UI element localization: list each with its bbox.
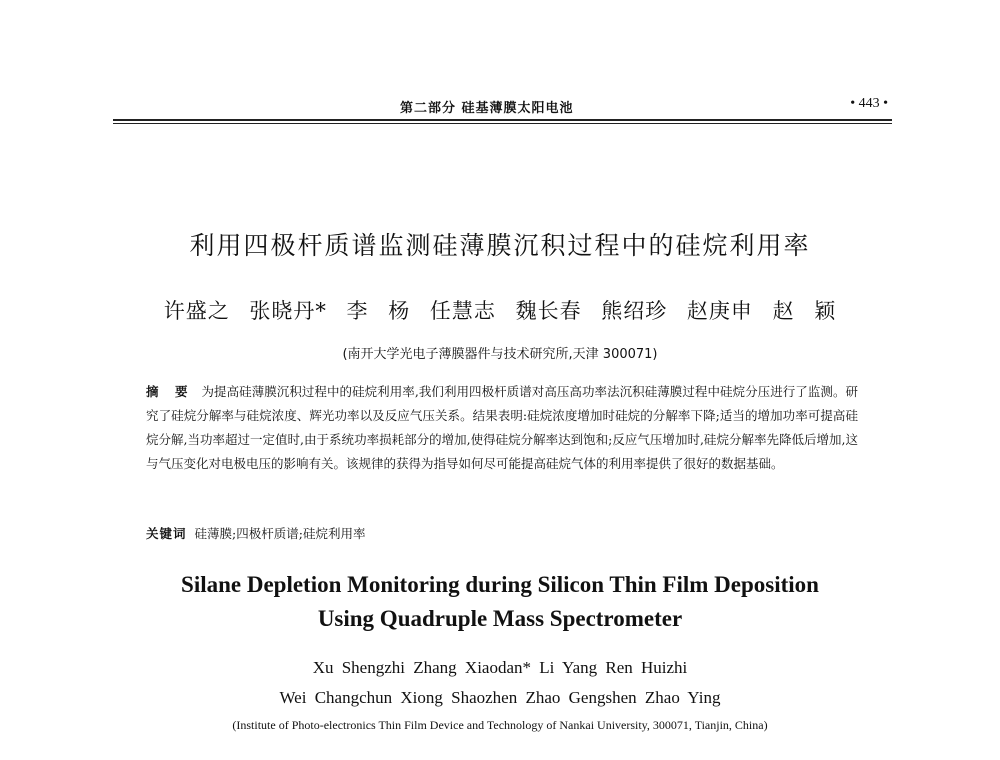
english-title-line-2: Using Quadruple Mass Spectrometer [317, 606, 683, 631]
header-rule-thick [113, 119, 892, 121]
keywords-label: 关键词 [146, 526, 187, 541]
chinese-title: 利用四极杆质谱监测硅薄膜沉积过程中的硅烷利用率 [189, 231, 811, 260]
english-authors [0, 653, 1000, 713]
header-rule-thin [113, 123, 892, 124]
chinese-affiliation: (南开大学光电子薄膜器件与技术研究所,天津 300071) [342, 347, 658, 362]
abstract-text: 为提高硅薄膜沉积过程中的硅烷利用率,我们利用四极杆质谱对高压高功率法沉积硅薄膜过程中硅烷分压进行了监测。研究了硅烷分解率与硅烷浓度、辉光功率以及反应气压关系。结果表明:硅烷浓度增加时硅烷的分解率下降;适当的增加功率可提高硅烷分解,当功率超过一定值时,由于系统功率损耗部分的增加,使得硅烷分解率达到饱和;反应气压增加时,硅烷分解率先降低后增加,这与气压变化对电极电压的影响有关。该规律的获得为指导如何尽可能提高硅烷气体的利用率提供了很好的数据基础。 [146, 384, 858, 471]
english-affiliation: (Institute of Photo-electronics Thin Film Device and Technology of Nankai University, 300071, Tianjin, China) [232, 718, 768, 732]
english-authors-line-2: Wei Changchun Xiong Shaozhen Zhao Gengshen Zhao Ying [279, 688, 721, 707]
running-head: 第二部分 硅基薄膜太阳电池 [400, 101, 574, 116]
chinese-authors: 许盛之 张晓丹* 李 杨 任慧志 魏长春 熊绍珍 赵庚申 赵 颖 [163, 299, 837, 323]
page-number: • 443 • [850, 96, 888, 111]
chinese-abstract [146, 380, 858, 476]
keywords-text: 硅薄膜;四极杆质谱;硅烷利用率 [194, 526, 366, 541]
english-authors-line-1: Xu Shengzhi Zhang Xiaodan* Li Yang Ren Huizhi [312, 658, 688, 677]
english-title [0, 568, 1000, 636]
english-title-line-1: Silane Depletion Monitoring during Silicon Thin Film Deposition [181, 572, 819, 597]
chinese-keywords [146, 524, 858, 542]
abstract-label: 摘 要 [146, 384, 194, 399]
